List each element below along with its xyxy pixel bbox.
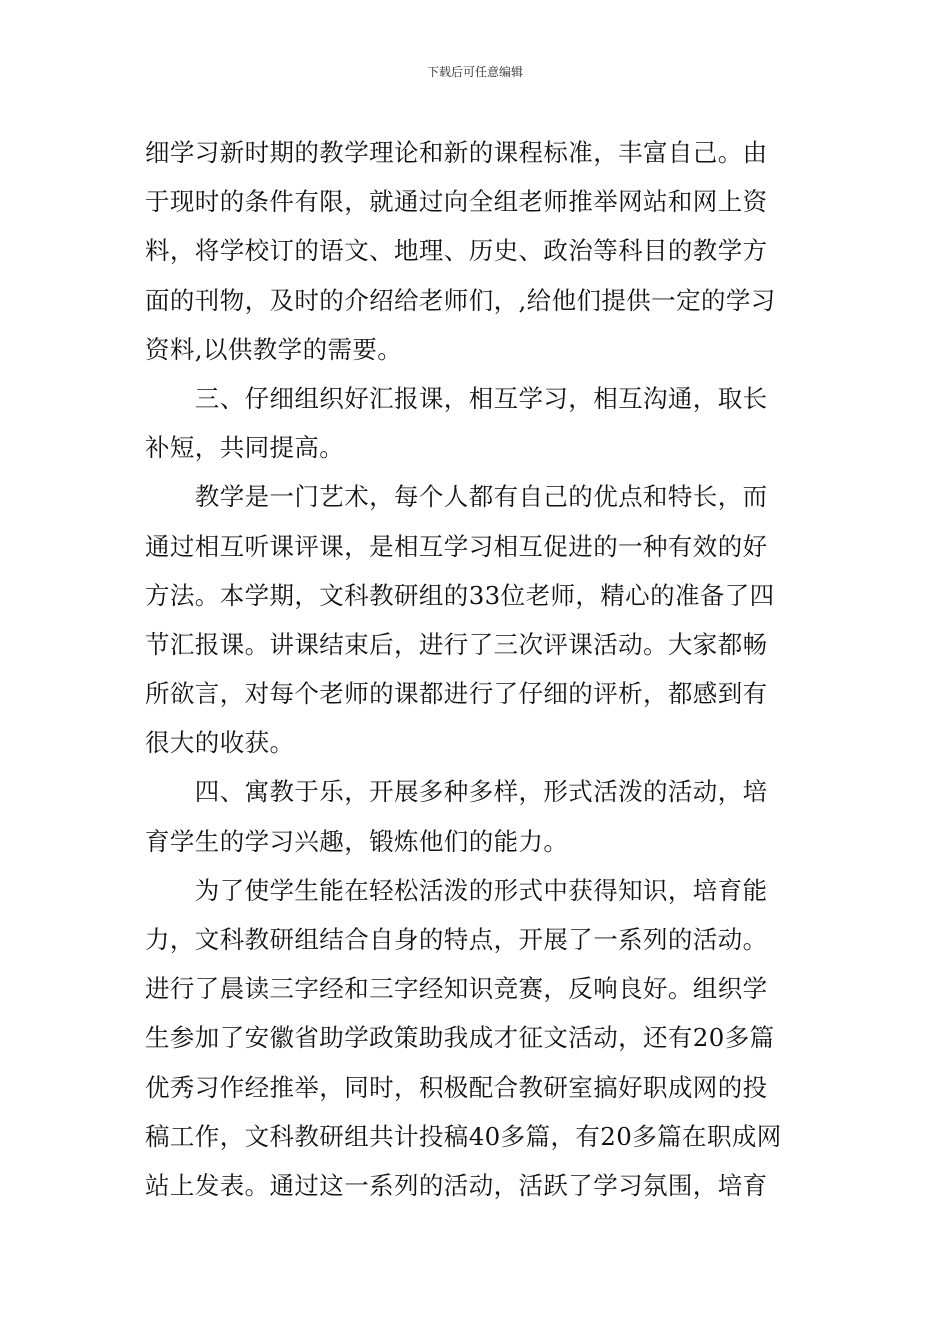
text-line: 为了使学生能在轻松活泼的形式中获得知识，培育能 bbox=[145, 875, 768, 905]
text-line: 方法。本学期，文科教研组的33位老师，精心的准备了四 bbox=[145, 580, 775, 610]
text-line: 面的刊物，及时的介绍给老师们，,给他们提供一定的学习 bbox=[145, 285, 776, 315]
page-header-note: 下载后可任意编辑 bbox=[426, 65, 523, 79]
section-heading-line: 补短，共同提高。 bbox=[145, 433, 345, 463]
text-line: 料，将学校订的语文、地理、历史、政治等科目的教学方 bbox=[145, 236, 768, 266]
text-line: 优秀习作经推举，同时，积极配合教研室搞好职成网的投 bbox=[145, 1072, 768, 1102]
text-line: 节汇报课。讲课结束后，进行了三次评课活动。大家都畅 bbox=[145, 629, 768, 659]
text-line: 很大的收获。 bbox=[145, 728, 295, 758]
text-line: 生参加了安徽省助学政策助我成才征文活动，还有20多篇 bbox=[145, 1023, 775, 1053]
text-line: 通过相互听课评课，是相互学习相互促进的一种有效的好 bbox=[145, 531, 768, 561]
section-heading-line: 育学生的学习兴趣，锻炼他们的能力。 bbox=[145, 826, 569, 856]
text-line: 站上发表。通过这一系列的活动，活跃了学习氛围，培育 bbox=[145, 1170, 768, 1200]
text-line: 力，文科教研组结合自身的特点，开展了一系列的活动。 bbox=[145, 925, 768, 954]
text-line: 稿工作，文科教研组共计投稿40多篇，有20多篇在职成网 bbox=[145, 1121, 782, 1151]
text-line: 细学习新时期的教学理论和新的课程标准，丰富自己。由 bbox=[145, 138, 768, 167]
text-line: 资料,以供教学的需要。 bbox=[145, 334, 403, 364]
text-line: 于现时的条件有限，就通过向全组老师推举网站和网上资 bbox=[145, 187, 768, 217]
text-line: 教学是一门艺术，每个人都有自己的优点和特长，而 bbox=[145, 482, 768, 512]
text-line: 进行了晨读三字经和三字经知识竞赛，反响良好。组织学 bbox=[145, 974, 768, 1004]
section-heading-line: 四、寓教于乐，开展多种多样，形式活泼的活动，培 bbox=[145, 777, 768, 807]
section-heading-line: 三、仔细组织好汇报课，相互学习，相互沟通，取长 bbox=[145, 383, 768, 413]
document-body bbox=[145, 128, 810, 1210]
text-line: 所欲言，对每个老师的课都进行了仔细的评析，都感到有 bbox=[145, 679, 768, 709]
